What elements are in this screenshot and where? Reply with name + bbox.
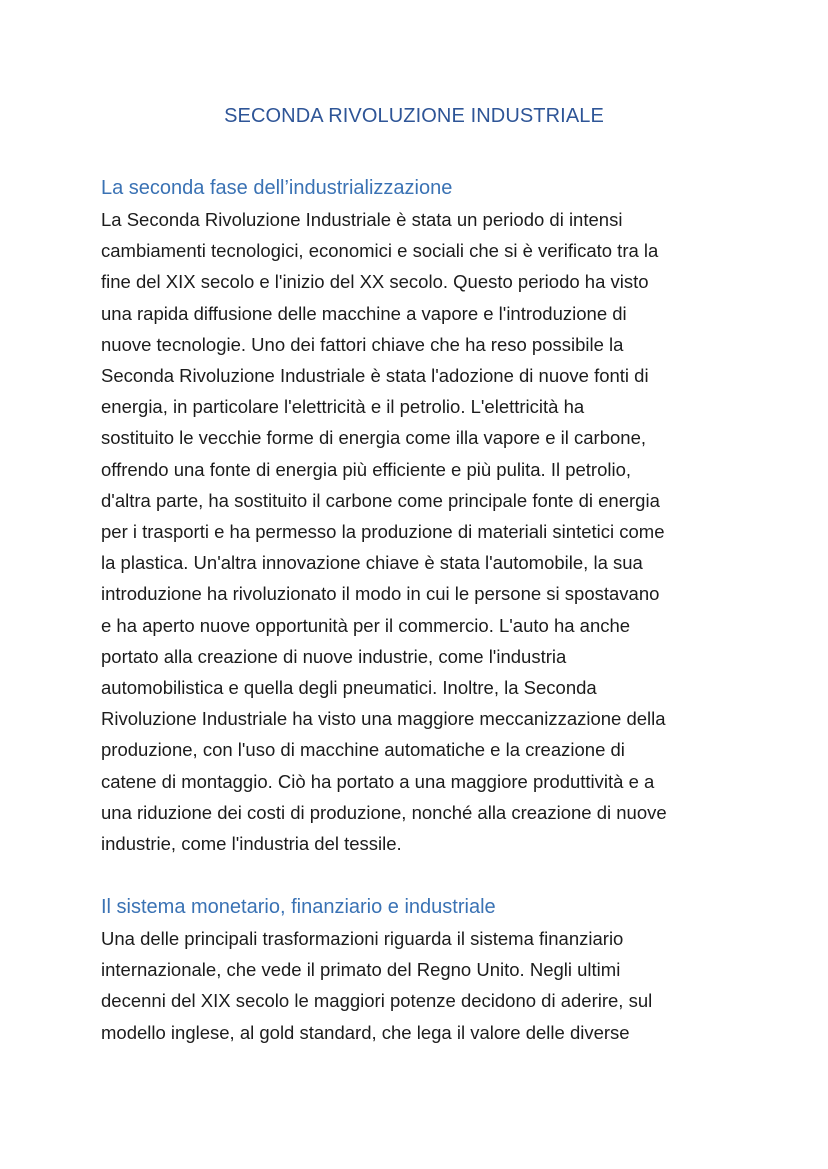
paragraph-line: Rivoluzione Industriale ha visto una maggiore meccanizzazione della — [101, 708, 666, 730]
paragraph-line: nuove tecnologie. Uno dei fattori chiave che ha reso possibile la — [101, 333, 624, 355]
paragraph-line: La Seconda Rivoluzione Industriale è stata un periodo di intensi — [101, 209, 623, 230]
paragraph-line: d'altra parte, ha sostituito il carbone come principale fonte di energia — [101, 489, 660, 511]
paragraph-line: Seconda Rivoluzione Industriale è stata l'adozione di nuove fonti di — [101, 365, 649, 387]
paragraph-line: catene di montaggio. Ciò ha portato a una maggiore produttività e a — [101, 770, 655, 792]
section-paragraph-seconda-fase — [101, 204, 741, 859]
paragraph-line: fine del XIX secolo e l'inizio del XX secolo. Questo periodo ha visto — [101, 271, 649, 293]
paragraph-line: decenni del XIX secolo le maggiori potenze decidono di aderire, sul — [101, 990, 653, 1012]
paragraph-line: portato alla creazione di nuove industrie, come l'industria — [101, 645, 567, 667]
paragraph-line: internazionale, che vede il primato del Regno Unito. Negli ultimi — [101, 959, 621, 981]
paragraph-line: cambiamenti tecnologici, economici e sociali che si è verificato tra la — [101, 240, 659, 262]
paragraph-line: e ha aperto nuove opportunità per il commercio. L'auto ha anche — [101, 614, 631, 636]
section-heading-sistema-monetario: Il sistema monetario, finanziario e industriale — [101, 896, 496, 918]
paragraph-line: energia, in particolare l'elettricità e il petrolio. L'elettricità ha — [101, 396, 585, 418]
paragraph-line: automobilistica e quella degli pneumatici. Inoltre, la Seconda — [101, 677, 597, 699]
paragraph-line: sostituito le vecchie forme di energia come illa vapore e il carbone, — [101, 427, 647, 449]
paragraph-line: modello inglese, al gold standard, che lega il valore delle diverse — [101, 1021, 630, 1043]
paragraph-line: introduzione ha rivoluzionato il modo in cui le persone si spostavano — [101, 583, 660, 605]
paragraph-line: per i trasporti e ha permesso la produzione di materiali sintetici come — [101, 521, 665, 543]
paragraph-line: una riduzione dei costi di produzione, nonché alla creazione di nuove — [101, 801, 667, 823]
paragraph-line: offrendo una fonte di energia più efficiente e più pulita. Il petrolio, — [101, 458, 632, 480]
paragraph-line: produzione, con l'uso di macchine automatiche e la creazione di — [101, 739, 625, 761]
paragraph-line: la plastica. Un'altra innovazione chiave è stata l'automobile, la sua — [101, 552, 643, 574]
document-title: SECONDA RIVOLUZIONE INDUSTRIALE — [224, 105, 604, 127]
section-heading-seconda-fase: La seconda fase dell’industrializzazione — [101, 177, 453, 199]
section-paragraph-sistema-monetario — [101, 923, 741, 1048]
paragraph-line: Una delle principali trasformazioni riguarda il sistema finanziario — [101, 928, 624, 949]
paragraph-line: industrie, come l'industria del tessile. — [101, 833, 402, 855]
paragraph-line: una rapida diffusione delle macchine a vapore e l'introduzione di — [101, 302, 627, 324]
